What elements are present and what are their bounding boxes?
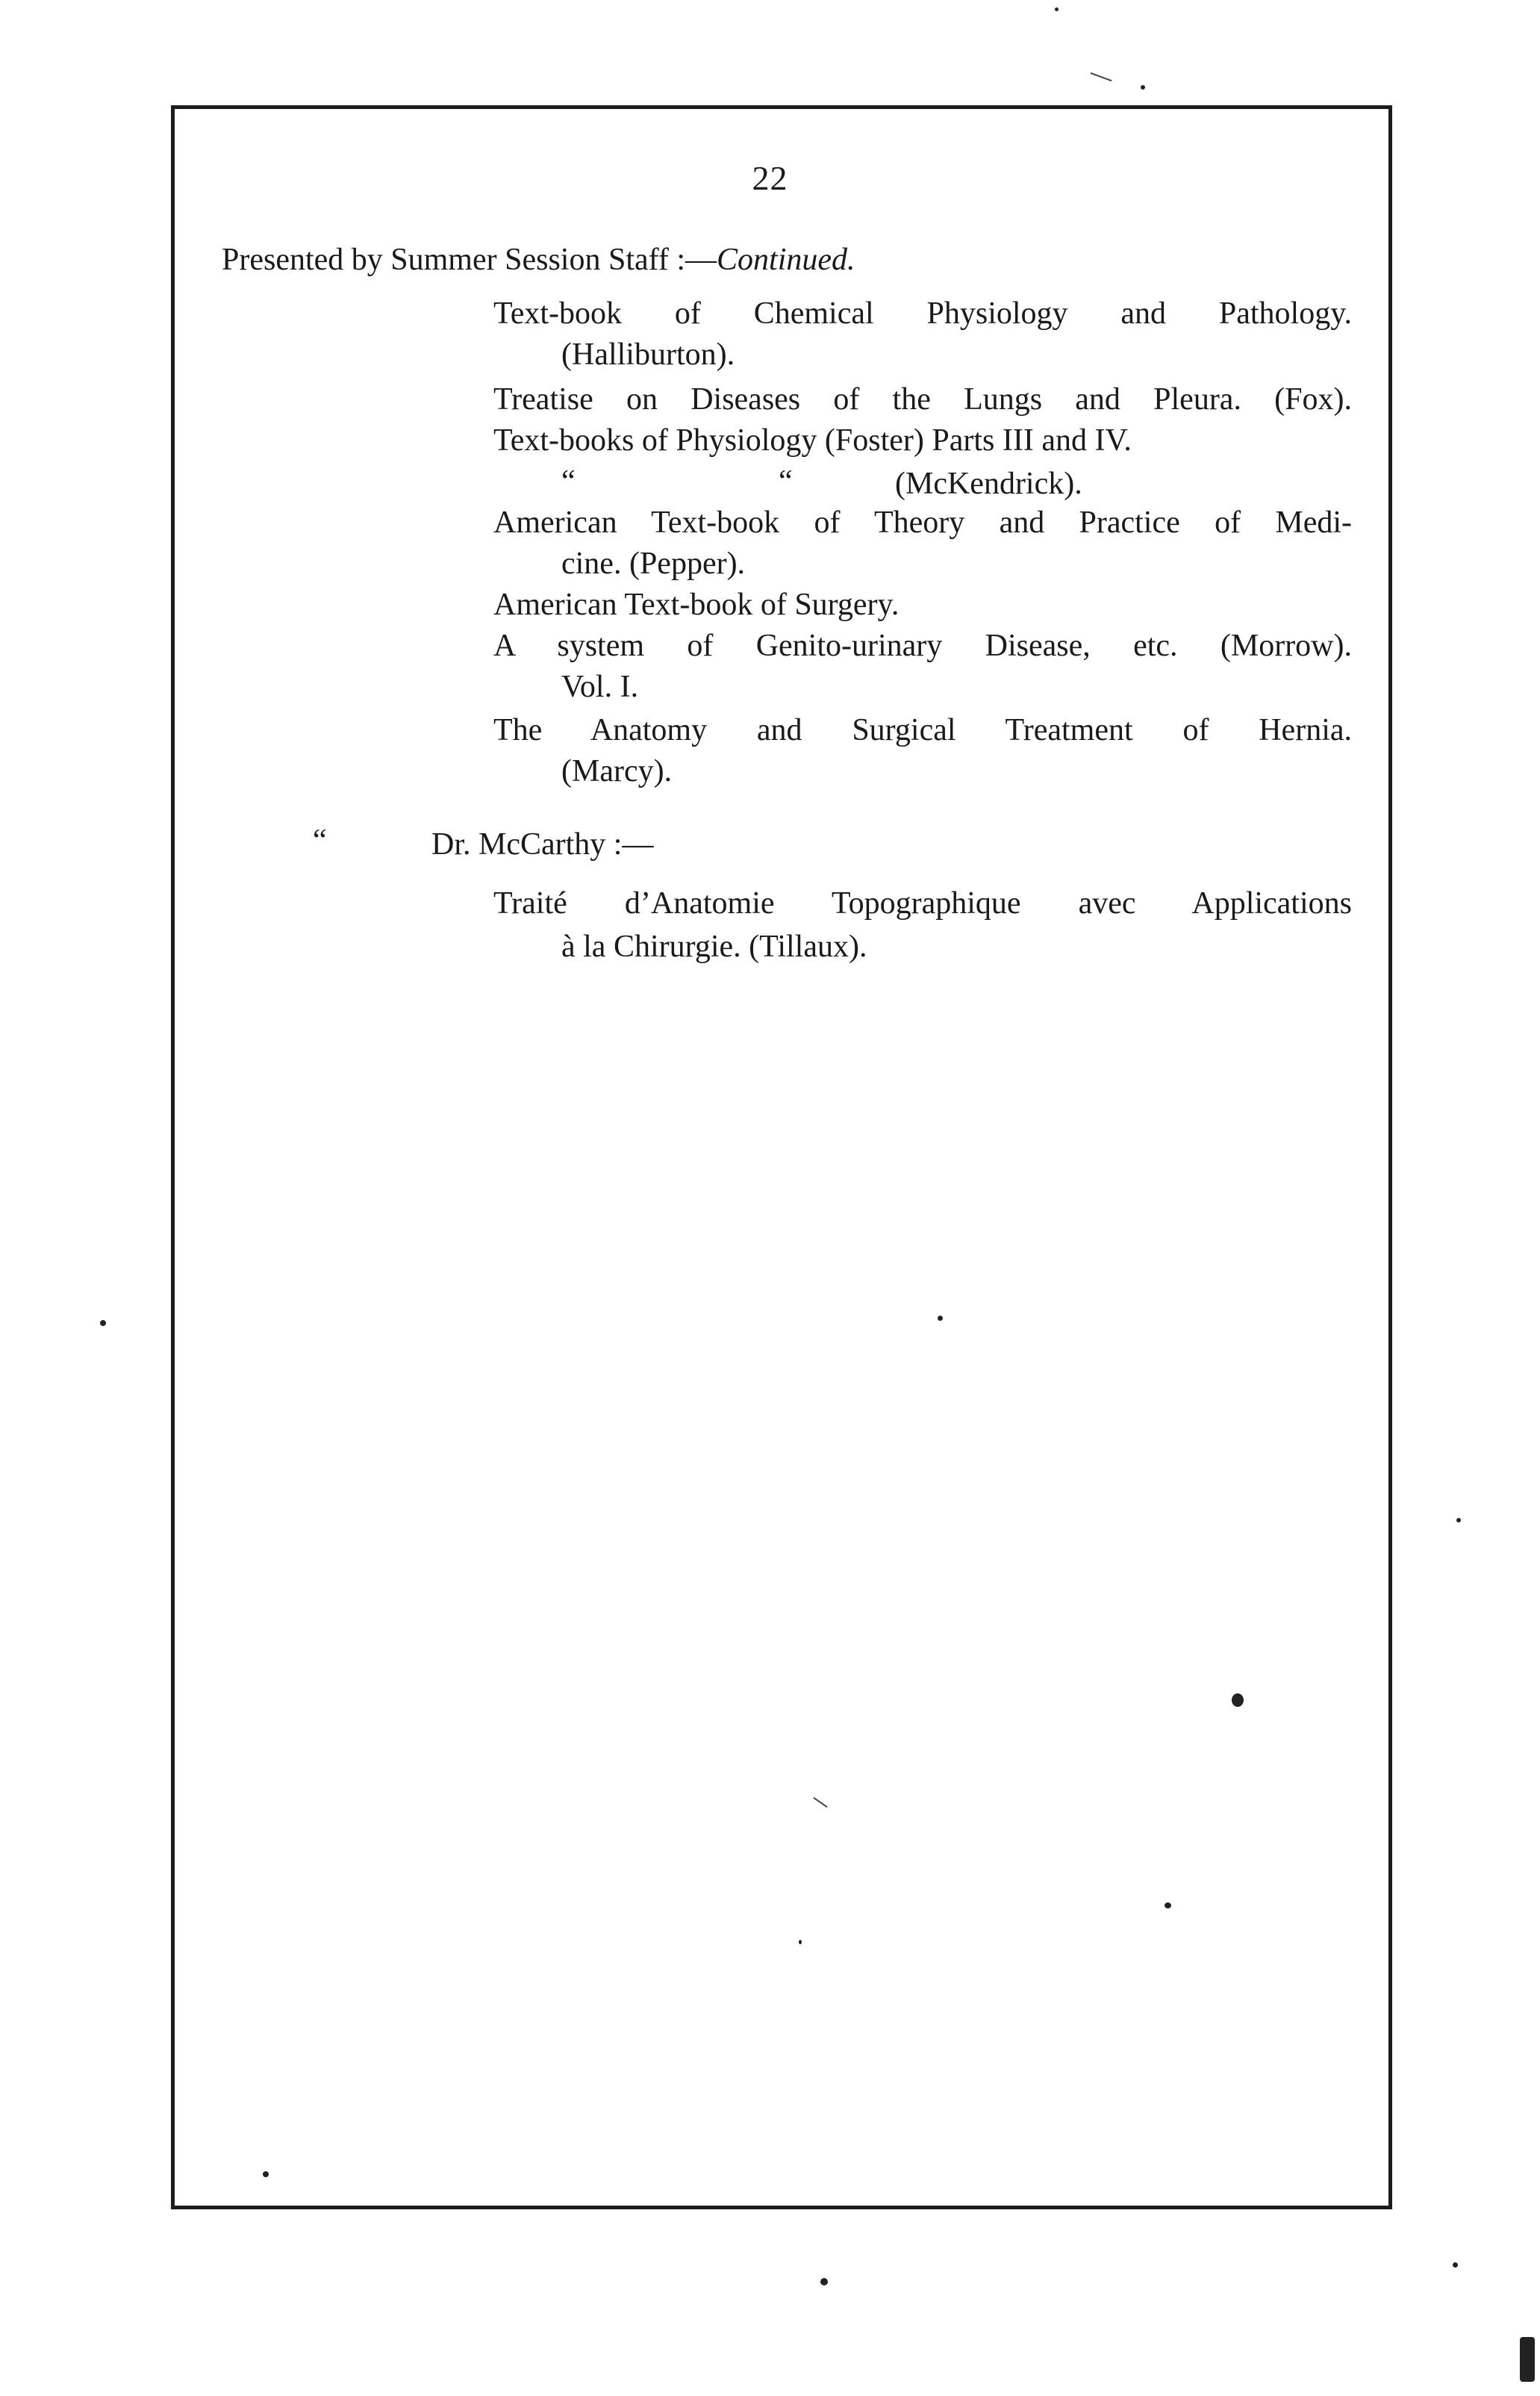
book-entry: Text-book of Chemical Physiology and Pathology. bbox=[493, 296, 1352, 331]
ditto-mark: “ bbox=[779, 464, 793, 499]
page-number: 22 bbox=[752, 159, 788, 197]
book-entry-continuation: (Marcy). bbox=[561, 754, 673, 788]
ditto-mark: “ bbox=[313, 824, 327, 858]
book-entry-continuation: cine. (Pepper). bbox=[561, 547, 746, 581]
donor-name: Dr. McCarthy :— bbox=[431, 827, 654, 862]
book-entry: Text-books of Physiology (Foster) Parts III and IV. bbox=[493, 423, 1132, 458]
ditto-mark: “ bbox=[561, 464, 576, 499]
book-entry-continuation: à la Chirurgie. (Tillaux). bbox=[561, 930, 867, 964]
scan-speck bbox=[1456, 1518, 1461, 1522]
section-heading bbox=[222, 239, 855, 281]
scan-mark bbox=[1091, 72, 1112, 81]
section-heading-text: Presented by Summer Session Staff :— bbox=[222, 243, 717, 277]
scan-speck bbox=[1141, 85, 1145, 90]
book-entry: American Text-book of Surgery. bbox=[493, 588, 900, 622]
book-entry: The Anatomy and Surgical Treatment of Hernia. bbox=[493, 713, 1352, 747]
book-entry: Treatise on Diseases of the Lungs and Pleura. (Fox). bbox=[493, 382, 1352, 417]
book-entry: American Text-book of Theory and Practice of Medi- bbox=[493, 505, 1352, 540]
section-heading-continued: Continued. bbox=[717, 243, 855, 277]
scan-speck bbox=[100, 1320, 106, 1326]
scan-speck bbox=[820, 2278, 828, 2285]
scan-speck bbox=[1055, 7, 1059, 11]
scan-speck bbox=[1453, 2262, 1458, 2268]
scan-speck bbox=[1520, 2337, 1535, 2382]
book-entry: (McKendrick). bbox=[895, 467, 1082, 501]
book-entry: A system of Genito-urinary Disease, etc. (Morrow). bbox=[493, 629, 1352, 663]
book-entry: Traité d’Anatomie Topographique avec Applications bbox=[493, 886, 1352, 921]
book-entry-continuation: (Halliburton). bbox=[561, 337, 735, 372]
book-entry-continuation: Vol. I. bbox=[561, 670, 639, 704]
